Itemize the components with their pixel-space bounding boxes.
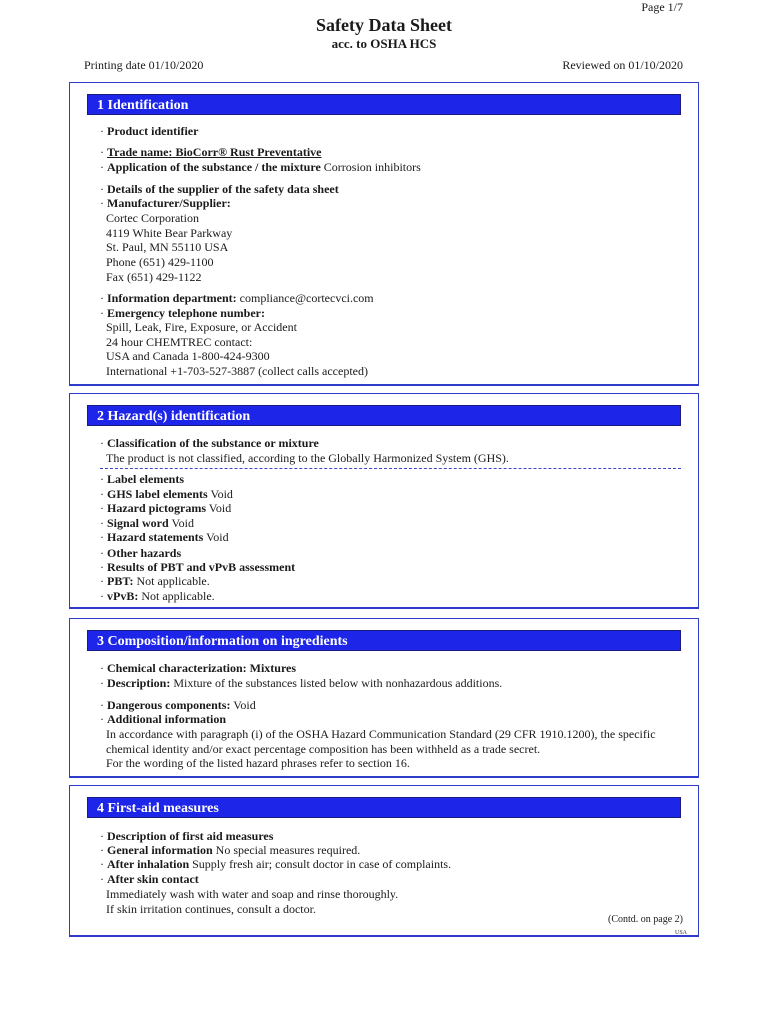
address-line: Phone (651) 429-1100 [106,255,214,269]
information-department: · Information department: compliance@cortecvci.com [100,291,374,305]
reviewed-date: Reviewed on 01/10/2020 [562,58,683,72]
section-composition [69,618,699,778]
manufacturer-label: · Manufacturer/Supplier: [100,196,231,210]
classification-label: · Classification of the substance or mixture [100,436,319,450]
after-skin-contact: · After skin contact [100,872,199,886]
address-line: St. Paul, MN 55110 USA [106,240,229,254]
divider [100,468,681,469]
trade-name: · Trade name: BioCorr® Rust Preventative [100,145,322,159]
skin-line: Immediately wash with water and soap and rinse thoroughly. [106,887,399,901]
address-line: Fax (651) 429-1122 [106,270,202,284]
skin-line: If skin irritation continues, consult a doctor. [106,902,316,916]
other-hazards: · Other hazards [100,546,182,560]
emergency-label: · Emergency telephone number: [100,306,265,320]
application: · Application of the substance / the mixture Corrosion inhibitors [100,160,421,174]
emergency-line: 24 hour CHEMTREC contact: [106,335,253,349]
hazard-pictograms: · Hazard pictograms Void [100,501,232,515]
chemical-characterization: · Chemical characterization: Mixtures [100,661,297,675]
pbt-results: · Results of PBT and vPvB assessment [100,560,296,574]
section-first-aid [69,785,699,936]
after-inhalation: · After inhalation Supply fresh air; consult doctor in case of complaints. [100,857,452,871]
additional-information: · Additional information [100,712,227,726]
document-title: Safety Data Sheet [316,15,452,35]
emergency-line: USA and Canada 1-800-424-9300 [106,349,270,363]
address-line: Cortec Corporation [106,211,199,225]
signal-word: · Signal word Void [100,516,194,530]
continued-note: (Contd. on page 2) [608,914,683,925]
section-heading: 4 First-aid measures [87,797,681,818]
page-number: Page 1/7 [641,0,683,14]
label-elements: · Label elements [100,472,184,486]
section-heading: 2 Hazard(s) identification [87,405,681,426]
general-information: · General information No special measures required. [100,843,361,857]
additional-line: In accordance with paragraph (i) of the OSHA Hazard Communication Standard (29 CFR 1910.1200), the specific [106,727,656,741]
description: · Description: Mixture of the substances listed below with nonhazardous additions. [100,676,503,690]
hazard-statements: · Hazard statements Void [100,530,229,544]
address-line: 4119 White Bear Parkway [106,226,233,240]
emergency-line: International +1-703-527-3887 (collect calls accepted) [106,364,368,378]
ghs-label-elements: · GHS label elements Void [100,487,233,501]
country-mark: USA [674,930,687,936]
section-identification [69,82,699,386]
printing-date: Printing date 01/10/2020 [84,58,204,72]
product-identifier: · Product identifier [100,124,199,138]
supplier-details: · Details of the supplier of the safety data sheet [100,182,339,196]
additional-line: For the wording of the listed hazard phrases refer to section 16. [106,756,410,770]
section-heading: 3 Composition/information on ingredients [87,630,681,651]
additional-line: chemical identity and/or exact percentage composition has been withheld as a trade secret. [106,742,541,756]
vpvb: · vPvB: Not applicable. [100,589,215,603]
section-hazard-identification [69,393,699,609]
section-heading: 1 Identification [87,94,681,115]
bottom-rule [69,935,699,937]
document-subtitle: acc. to OSHA HCS [331,36,437,51]
pbt: · PBT: Not applicable. [100,574,210,588]
emergency-line: Spill, Leak, Fire, Exposure, or Accident [106,320,297,334]
classification-text: The product is not classified, according to the Globally Harmonized System (GHS). [106,451,509,465]
dangerous-components: · Dangerous components: Void [100,698,256,712]
first-aid-description: · Description of first aid measures [100,829,274,843]
